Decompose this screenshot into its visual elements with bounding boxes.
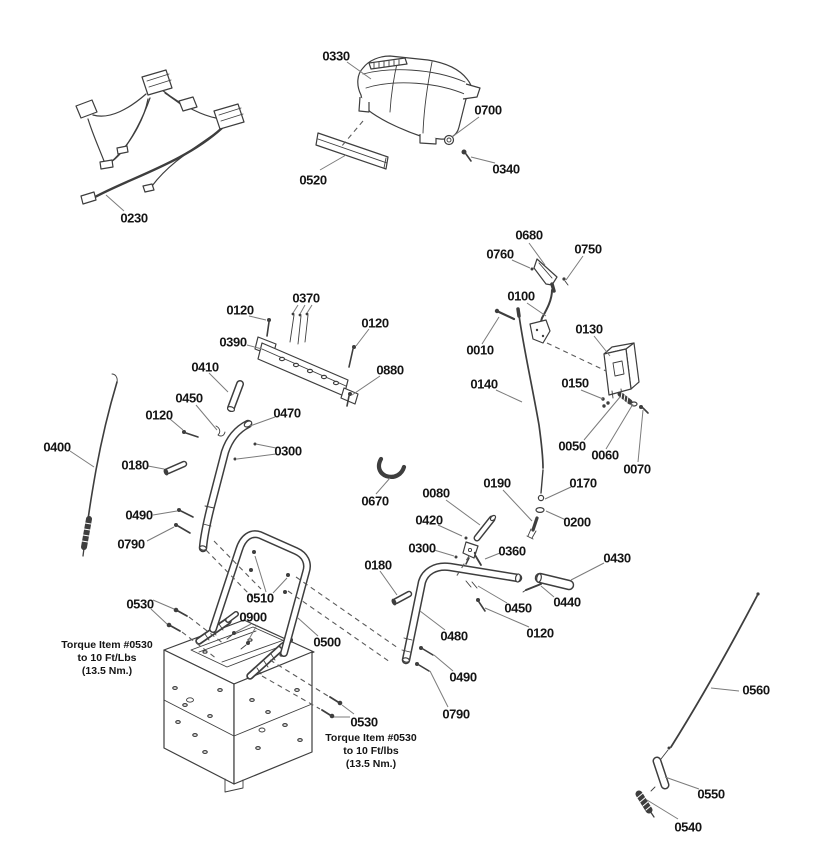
part-label-0230: 0230: [120, 210, 148, 226]
part-label-0760: 0760: [486, 246, 514, 262]
part-label-0150: 0150: [561, 375, 589, 391]
part-label-0200: 0200: [563, 514, 591, 530]
part-label-0060: 0060: [591, 447, 619, 463]
part-label-0880: 0880: [376, 362, 404, 378]
part-label-0520: 0520: [299, 172, 327, 188]
part-label-0550: 0550: [697, 786, 725, 802]
part-label-0300: 0300: [408, 540, 436, 556]
part-label-0700: 0700: [474, 102, 502, 118]
part-label-0180: 0180: [121, 457, 149, 473]
torque-note-line: Torque Item #0530: [325, 732, 417, 744]
part-label-0430: 0430: [603, 550, 631, 566]
part-label-0120: 0120: [361, 315, 389, 331]
part-label-0400: 0400: [43, 439, 71, 455]
part-label-0410: 0410: [191, 359, 219, 375]
torque-note: [325, 732, 416, 771]
part-label-0360: 0360: [498, 543, 526, 559]
torque-note: [61, 639, 152, 678]
part-label-0670: 0670: [361, 493, 389, 509]
part-label-0480: 0480: [440, 628, 468, 644]
part-label-0390: 0390: [219, 334, 247, 350]
part-label-0370: 0370: [292, 290, 320, 306]
part-label-0340: 0340: [492, 161, 520, 177]
part-label-0470: 0470: [273, 405, 301, 421]
torque-note-line: (13.5 Nm.): [345, 758, 397, 770]
part-label-0680: 0680: [515, 227, 543, 243]
part-label-0070: 0070: [623, 461, 651, 477]
part-label-0790: 0790: [117, 536, 145, 552]
part-label-0100: 0100: [507, 288, 535, 304]
part-label-0530: 0530: [350, 714, 378, 730]
part-label-0420: 0420: [415, 512, 443, 528]
part-label-0490: 0490: [125, 507, 153, 523]
part-label-0080: 0080: [422, 485, 450, 501]
part-label-0170: 0170: [569, 475, 597, 491]
part-label-0300: 0300: [274, 443, 302, 459]
part-label-0440: 0440: [553, 594, 581, 610]
part-label-0130: 0130: [575, 321, 603, 337]
part-label-0450: 0450: [175, 390, 203, 406]
part-label-0750: 0750: [574, 241, 602, 257]
part-label-0330: 0330: [322, 48, 350, 64]
part-label-0140: 0140: [470, 376, 498, 392]
part-label-0490: 0490: [449, 669, 477, 685]
part-label-0190: 0190: [483, 475, 511, 491]
part-label-0120: 0120: [226, 302, 254, 318]
part-label-0050: 0050: [558, 438, 586, 454]
part-label-0510: 0510: [246, 590, 274, 606]
part-label-0790: 0790: [442, 706, 470, 722]
part-label-0120: 0120: [145, 407, 173, 423]
part-label-0560: 0560: [742, 682, 770, 698]
part-label-0530: 0530: [126, 596, 154, 612]
part-label-0010: 0010: [466, 342, 494, 358]
part-label-0180: 0180: [364, 557, 392, 573]
torque-note-line: to 10 Ft/Lbs: [77, 652, 137, 664]
part-label-0900: 0900: [239, 609, 267, 625]
torque-note-line: (13.5 Nm.): [81, 665, 133, 677]
torque-note-line: Torque Item #0530: [61, 639, 153, 651]
part-label-0500: 0500: [313, 634, 341, 650]
part-label-0540: 0540: [674, 819, 702, 835]
part-label-0120: 0120: [526, 625, 554, 641]
part-label-0450: 0450: [504, 600, 532, 616]
torque-note-line: to 10 Ft/lbs: [343, 745, 399, 757]
